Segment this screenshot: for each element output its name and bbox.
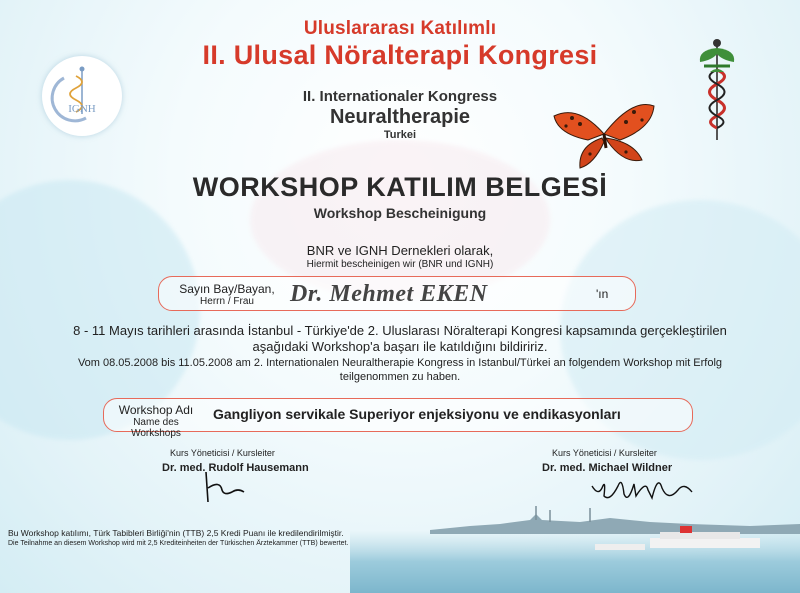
congress-subtitle-line3: Turkei (383, 129, 417, 141)
workshop-label-de: Name des Workshops (131, 417, 181, 439)
issuer-text-de: Hiermit bescheinigen wir (BNR und IGNH) (306, 259, 494, 270)
recipient-suffix: 'ın (596, 287, 609, 301)
issuer-text-tr: BNR ve IGNH Dernekleri olarak, (306, 243, 494, 258)
congress-subtitle-line2: Neuraltherapie (329, 106, 471, 128)
signature-name-2: Dr. med. Michael Wildner (542, 462, 673, 474)
logo-text: IGNH (68, 103, 96, 115)
recipient-name: Dr. Mehmet EKEN (290, 281, 488, 307)
salutation-tr: Sayın Bay/Bayan, (179, 282, 275, 296)
certificate-heading-de: Workshop Bescheinigung (313, 205, 487, 221)
footer-credit-de: Die Teilnahme an diesem Workshop wird mit 2,5 Krediteinheiten der Türkischen Ärztekammer (TTB) bewertet. (8, 540, 349, 547)
congress-title-line1: Uluslararası Katılımlı (303, 18, 497, 39)
body-text-tr-line1: 8 - 11 Mayıs tarihleri arasında İstanbul - Türkiye'de 2. Uluslarası Nöralterapi Kongresi kapsamında gerçekleştirilen (73, 323, 727, 338)
body-text-tr-line2: aşağıdaki Workshop'a başarı ile katıldığını bildiririz. (252, 339, 548, 354)
signature-hausemann (198, 470, 258, 504)
body-text-de-line1: Vom 08.05.2008 bis 11.05.2008 am 2. Internationalen Neuraltherapie Kongress in Istanbul/Türkei an folgendem Workshop mit Erfolg (77, 357, 723, 369)
salutation-de: Herrn / Frau (200, 296, 254, 307)
istanbul-skyline (350, 500, 800, 593)
signature-label-1: Kurs Yöneticisi / Kursleiter (170, 448, 275, 458)
workshop-label-tr: Workshop Adı (118, 403, 194, 417)
signature-label-2: Kurs Yöneticisi / Kursleiter (552, 448, 657, 458)
congress-title-line2: II. Ulusal Nöralterapi Kongresi (202, 40, 598, 70)
workshop-name: Gangliyon servikale Superiyor enjeksiyonu ve endikasyonları (213, 406, 621, 422)
certificate-heading: WORKSHOP KATILIM BELGESİ (192, 172, 608, 202)
signature-name-1: Dr. med. Rudolf Hausemann (162, 462, 309, 474)
congress-subtitle-line1: II. Internationaler Kongress (302, 88, 498, 105)
footer-credit-tr: Bu Workshop katılımı, Türk Tabibleri Birliği'nin (TTB) 2,5 Kredi Puanı ile kredilendirilmiştir. (8, 528, 344, 538)
body-text-de-line2: teilgenommen zu haben. (339, 371, 461, 383)
